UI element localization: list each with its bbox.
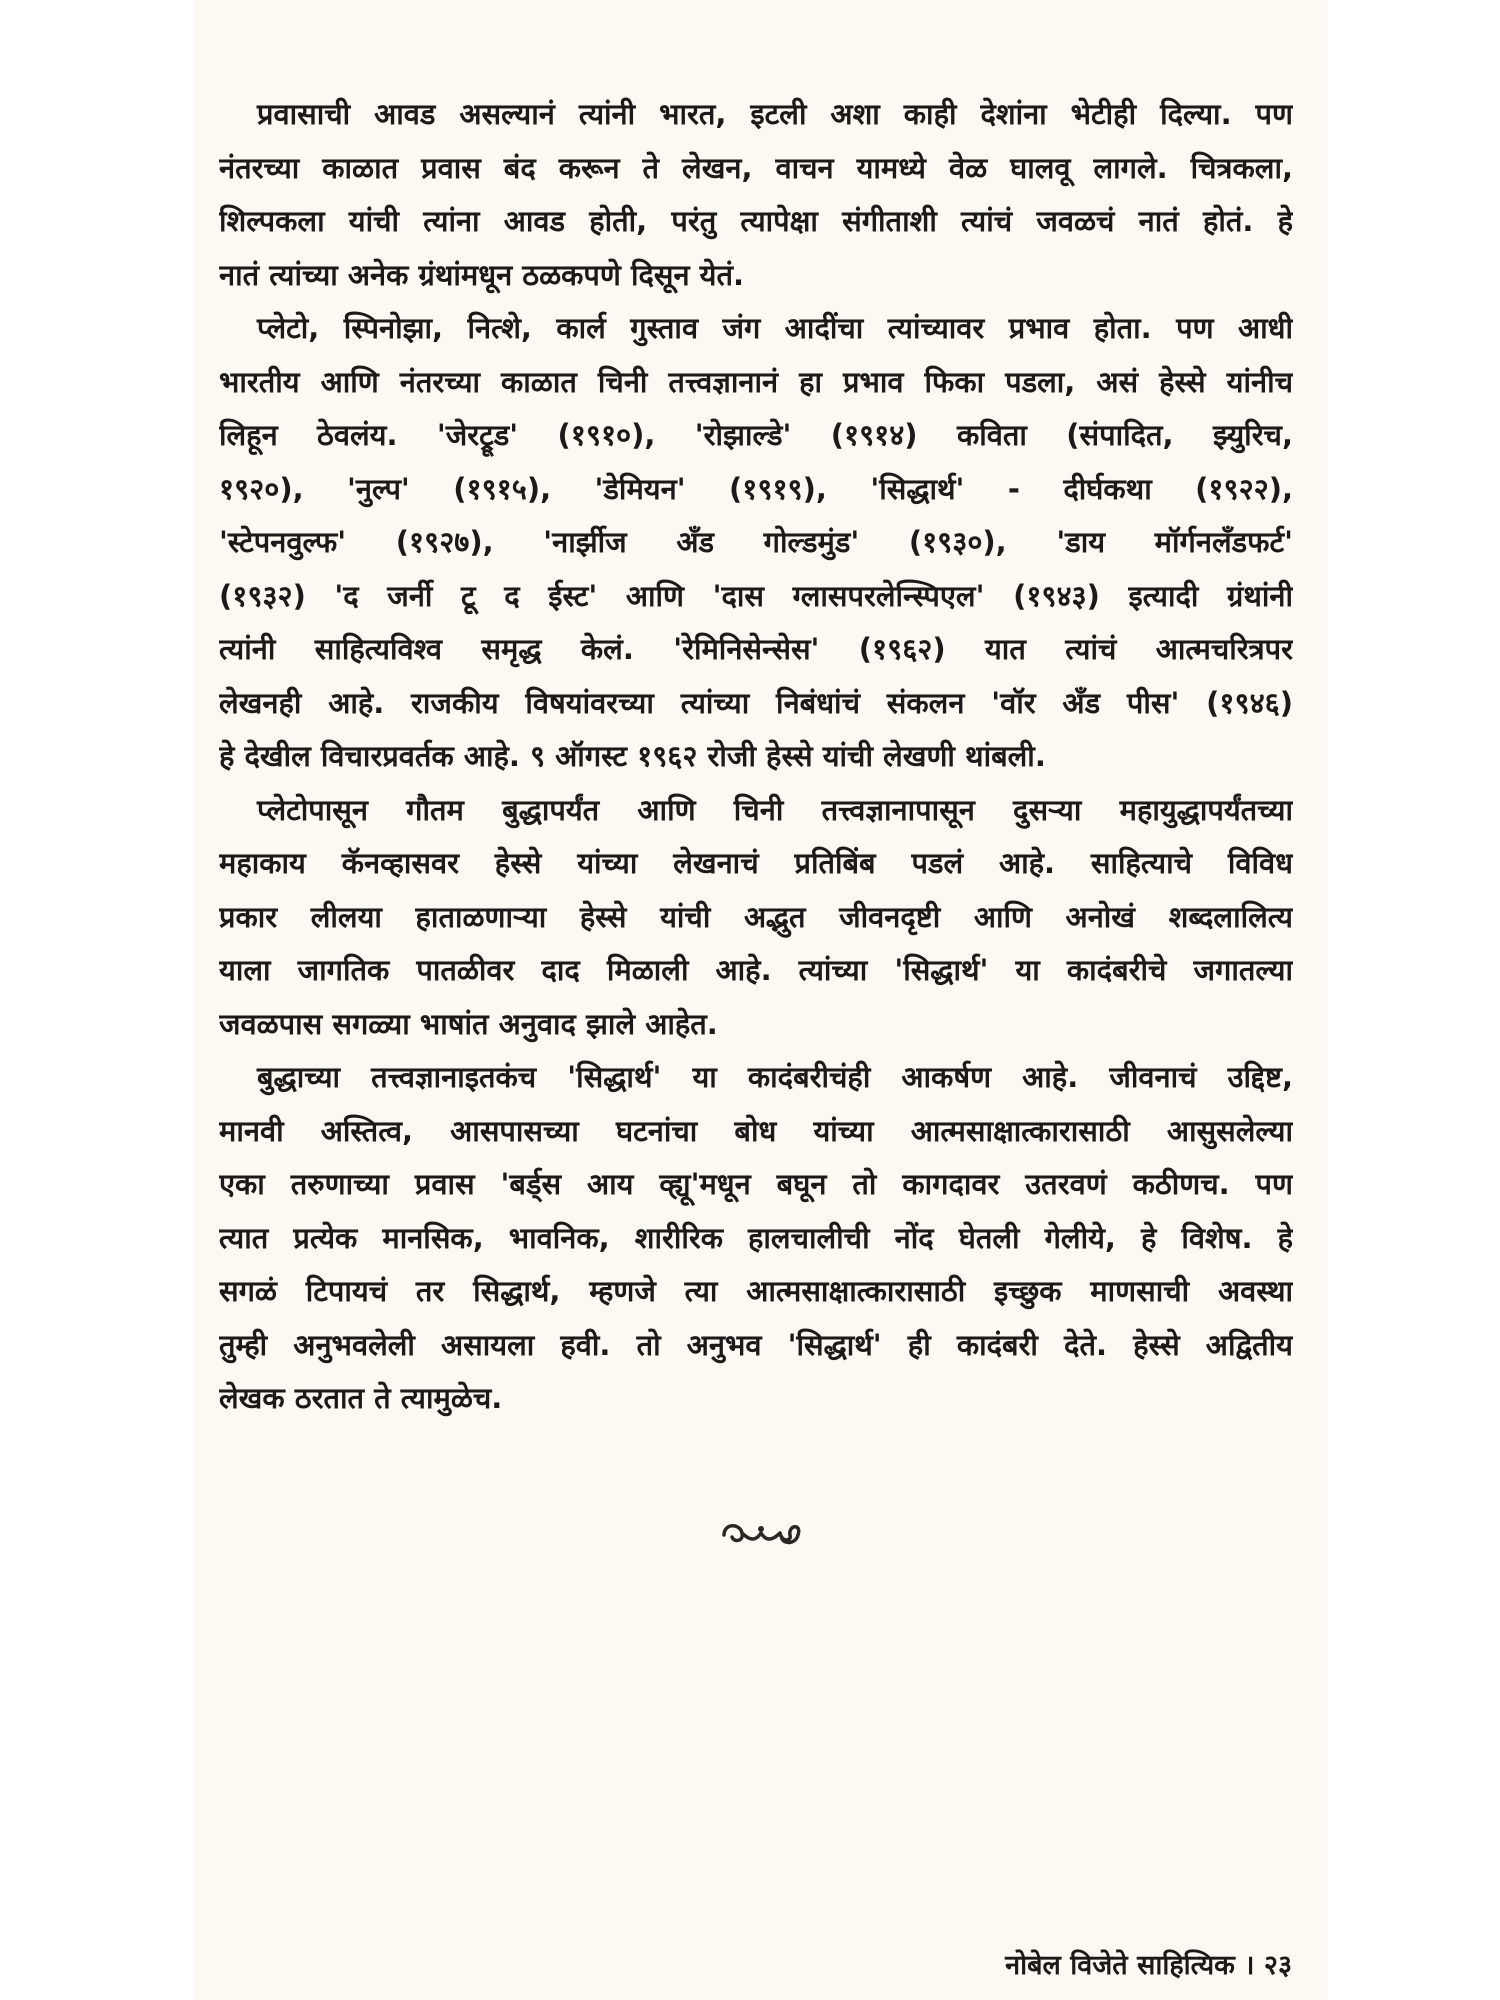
- text-line: (१९३२) 'द जर्नी टू द ईस्ट' आणि 'दास ग्लासपरलेन्स्पिएल' (१९४३) इत्यादी ग्रंथांनी: [219, 578, 1293, 613]
- ornament-flourish-icon: [716, 1515, 806, 1549]
- text-line: लेखनही आहे. राजकीय विषयांवरच्या त्यांच्या निबंधांचं संकलन 'वॉर अँड पीस' (१९४६): [219, 685, 1293, 720]
- body-text: [219, 88, 1293, 1426]
- paragraph: [219, 302, 1293, 784]
- text-line: मानवी अस्तित्व, आसपासच्या घटनांचा बोध यांच्या आत्मसाक्षात्कारासाठी आसुसलेल्या: [219, 1113, 1293, 1148]
- text-line: नातं त्यांच्या अनेक ग्रंथांमधून ठळकपणे दिसून येतं.: [219, 257, 745, 292]
- text-line: याला जागतिक पातळीवर दाद मिळाली आहे. त्यांच्या 'सिद्धार्थ' या कादंबरीचे जगातल्या: [219, 953, 1293, 987]
- paragraph: [219, 1051, 1293, 1426]
- text-line: लेखक ठरतात ते त्यामुळेच.: [219, 1381, 503, 1415]
- text-line: सगळं टिपायचं तर सिद्धार्थ, म्हणजे त्या आत्मसाक्षात्कारासाठी इच्छुक माणसाची अवस्था: [219, 1274, 1293, 1308]
- text-line: महाकाय कॅनव्हासवर हेस्से यांच्या लेखनाचं प्रतिबिंब पडलं आहे. साहित्याचे विविध: [219, 846, 1293, 880]
- text-line: त्यांनी साहित्यविश्व समृद्ध केलं. 'रेमिनिसेन्सेस' (१९६२) यात त्यांचं आत्मचरित्रपर: [219, 632, 1293, 666]
- text-line: जवळपास सगळ्या भाषांत अनुवाद झाले आहेत.: [219, 1006, 718, 1041]
- text-line: १९२०), 'नुल्प' (१९१५), 'डेमियन' (१९१९), 'सिद्धार्थ' - दीर्घकथा (१९२२),: [219, 471, 1293, 506]
- text-line: बुद्धाच्या तत्त्वज्ञानाइतकंच 'सिद्धार्थ' या कादंबरीचंही आकर्षण आहे. जीवनाचं उद्दिष्ट,: [257, 1060, 1293, 1094]
- text-line: तुम्ही अनुभवलेली असायला हवी. तो अनुभव 'सिद्धार्थ' ही कादंबरी देते. हेस्से अद्वितीय: [219, 1327, 1293, 1362]
- text-line: प्लेटोपासून गौतम बुद्धापर्यंत आणि चिनी तत्त्वज्ञानापासून दुसऱ्या महायुद्धापर्यंतच्या: [257, 792, 1293, 827]
- paragraph: [219, 784, 1293, 1052]
- text-line: लिहून ठेवलंय. 'जेरट्रूड' (१९१०), 'रोझाल्डे' (१९१४) कविता (संपादित, झ्युरिच,: [219, 418, 1293, 452]
- text-line: प्लेटो, स्पिनोझा, नित्शे, कार्ल गुस्ताव जंग आदींचा त्यांच्यावर प्रभाव होता. पण आधी: [257, 311, 1293, 345]
- text-line: हे देखील विचारप्रवर्तक आहे. ९ ऑगस्ट १९६२ रोजी हेस्से यांची लेखणी थांबली.: [219, 739, 1046, 773]
- text-line: एका तरुणाच्या प्रवास 'बर्ड्स आय व्ह्यू'मधून बघून तो कागदावर उतरवणं कठीणच. पण: [219, 1167, 1293, 1201]
- section-end-ornament-icon: [193, 1515, 1328, 1557]
- text-line: भारतीय आणि नंतरच्या काळात चिनी तत्त्वज्ञानानं हा प्रभाव फिका पडला, असं हेस्से यांनीच: [219, 364, 1293, 399]
- book-page: [193, 0, 1328, 2000]
- text-line: प्रकार लीलया हाताळणाऱ्या हेस्से यांची अद्भुत जीवनदृष्टी आणि अनोखं शब्दलालित्य: [219, 899, 1293, 934]
- text-line: प्रवासाची आवड असल्यानं त्यांनी भारत, इटली अशा काही देशांना भेटीही दिल्या. पण: [257, 97, 1293, 131]
- text-line: नंतरच्या काळात प्रवास बंद करून ते लेखन, वाचन यामध्ये वेळ घालवू लागले. चित्रकला,: [219, 150, 1293, 185]
- text-line: 'स्टेपनवुल्फ' (१९२७), 'नार्झीज अँड गोल्डमुंड' (१९३०), 'डाय मॉर्गनलँडफर्ट': [219, 525, 1293, 559]
- paragraph: [219, 88, 1293, 302]
- page-footer: नोबेल विजेते साहित्यिक । २३: [1005, 1950, 1292, 1981]
- text-line: त्यात प्रत्येक मानसिक, भावनिक, शारीरिक हालचालीची नोंद घेतली गेलीये, हे विशेष. हे: [219, 1220, 1293, 1255]
- text-line: शिल्पकला यांची त्यांना आवड होती, परंतु त्यापेक्षा संगीताशी त्यांचं जवळचं नातं होतं. हे: [219, 204, 1293, 238]
